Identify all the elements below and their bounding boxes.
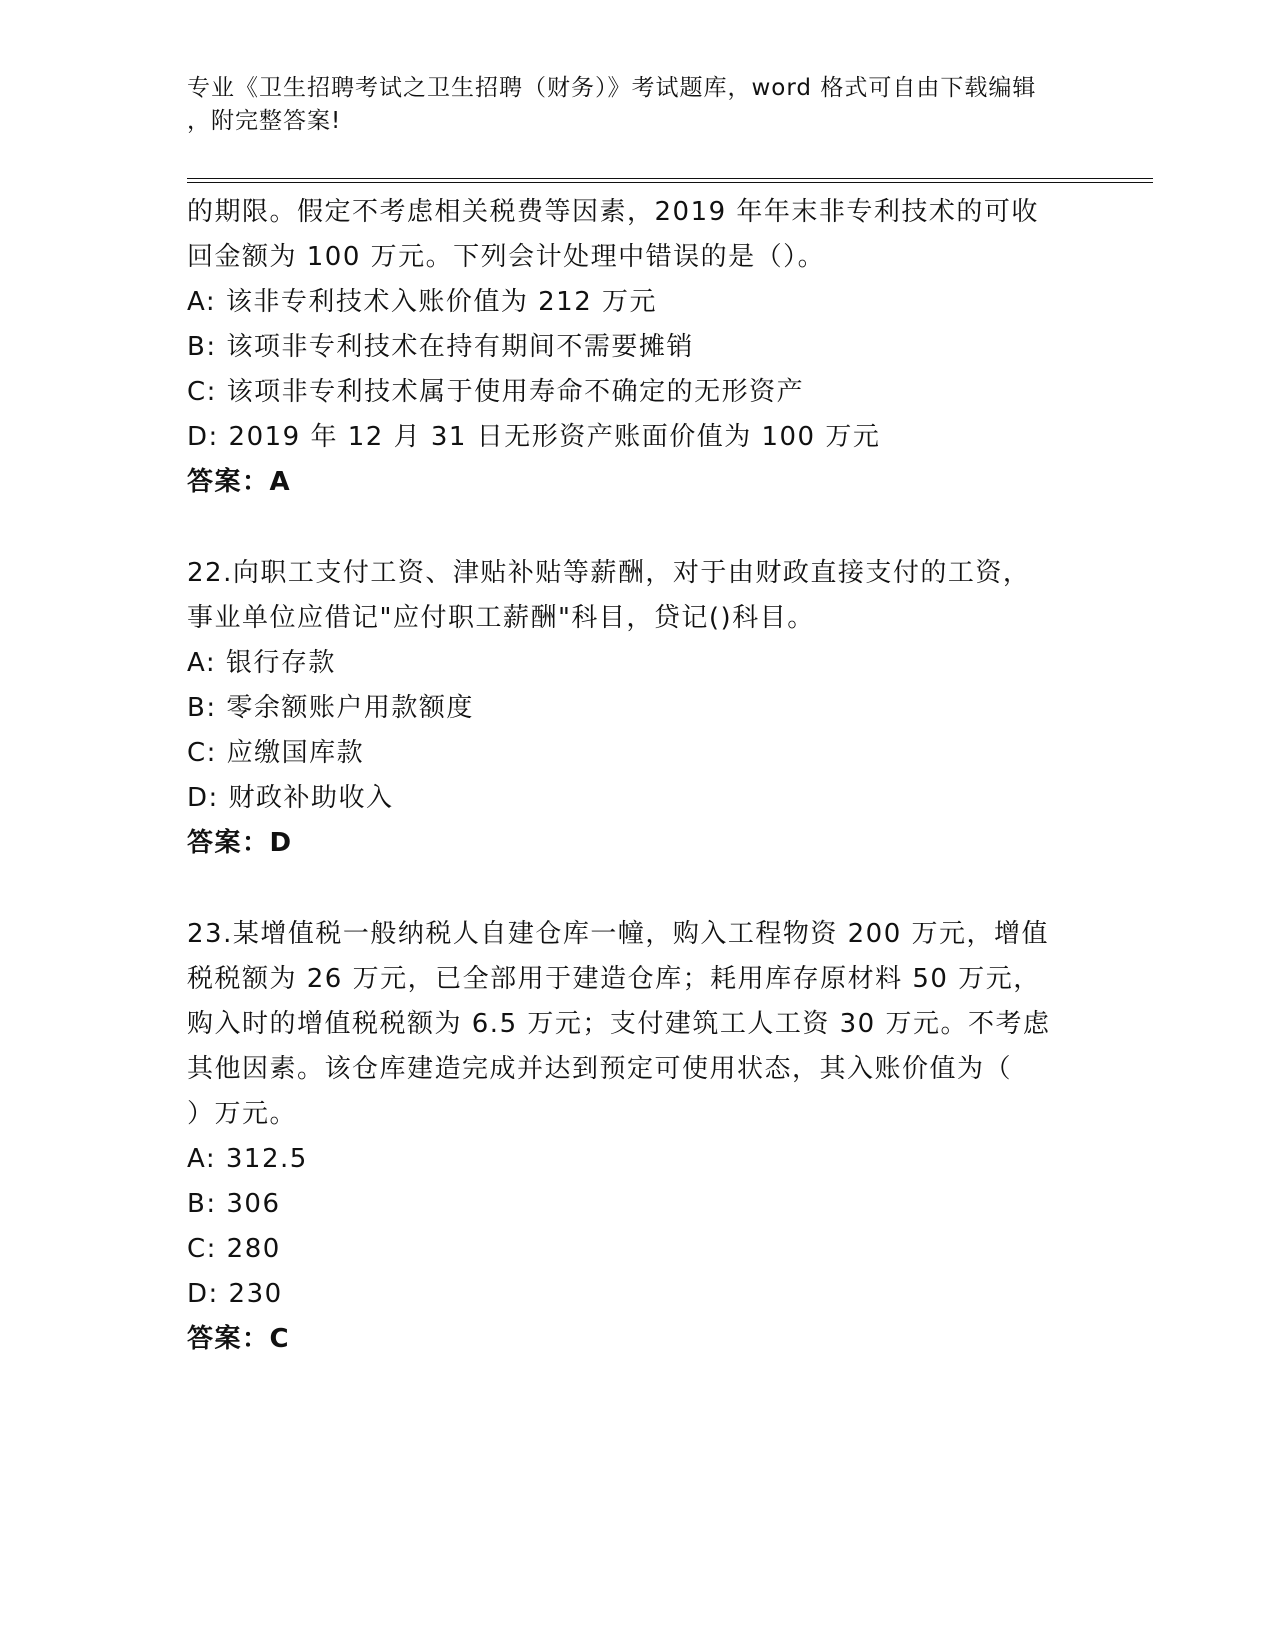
question-text-line: ）万元。: [187, 1099, 298, 1129]
page-header: [187, 72, 1067, 138]
header-line-2: ，附完整答案!: [187, 108, 342, 134]
question-gap: [187, 866, 1087, 912]
option-b: B: 306: [187, 1189, 281, 1219]
option-b: B: 该项非专利技术在持有期间不需要摊销: [187, 332, 694, 362]
question-text-line: 其他因素。该仓库建造完成并达到预定可使用状态，其入账价值为（: [187, 1054, 1013, 1084]
answer: 答案：D: [187, 828, 293, 858]
question-21: [187, 190, 1087, 505]
question-22: [187, 551, 1087, 866]
document-body: [187, 190, 1087, 1362]
option-d: D: 230: [187, 1279, 283, 1309]
header-line-1: 专业《卫生招聘考试之卫生招聘（财务）》考试题库，word 格式可自由下载编辑: [187, 75, 1037, 101]
option-a: A: 312.5: [187, 1144, 308, 1174]
answer: 答案：A: [187, 467, 292, 497]
question-text-line: 购入时的增值税税额为 6.5 万元；支付建筑工人工资 30 万元。不考虑: [187, 1009, 1051, 1039]
option-d: D: 2019 年 12 月 31 日无形资产账面价值为 100 万元: [187, 422, 881, 452]
question-text-line: 22.向职工支付工资、津贴补贴等薪酬，对于由财政直接支付的工资，: [187, 558, 1031, 588]
option-c: C: 应缴国库款: [187, 738, 365, 768]
option-c: C: 280: [187, 1234, 281, 1264]
question-23: [187, 912, 1087, 1362]
header-divider: [187, 178, 1153, 183]
option-b: B: 零余额账户用款额度: [187, 693, 474, 723]
option-a: A: 银行存款: [187, 648, 336, 678]
question-gap: [187, 505, 1087, 551]
option-d: D: 财政补助收入: [187, 783, 394, 813]
option-c: C: 该项非专利技术属于使用寿命不确定的无形资产: [187, 377, 805, 407]
answer: 答案：C: [187, 1324, 291, 1354]
option-a: A: 该非专利技术入账价值为 212 万元: [187, 287, 658, 317]
question-text-line: 的期限。假定不考虑相关税费等因素，2019 年年末非专利技术的可收: [187, 197, 1039, 227]
question-text-line: 税税额为 26 万元，已全部用于建造仓库；耗用库存原材料 50 万元，: [187, 964, 1041, 994]
question-text-line: 23.某增值税一般纳税人自建仓库一幢，购入工程物资 200 万元，增值: [187, 919, 1050, 949]
question-text-line: 回金额为 100 万元。下列会计处理中错误的是（）。: [187, 242, 826, 272]
question-text-line: 事业单位应借记"应付职工薪酬"科目，贷记()科目。: [187, 603, 815, 633]
